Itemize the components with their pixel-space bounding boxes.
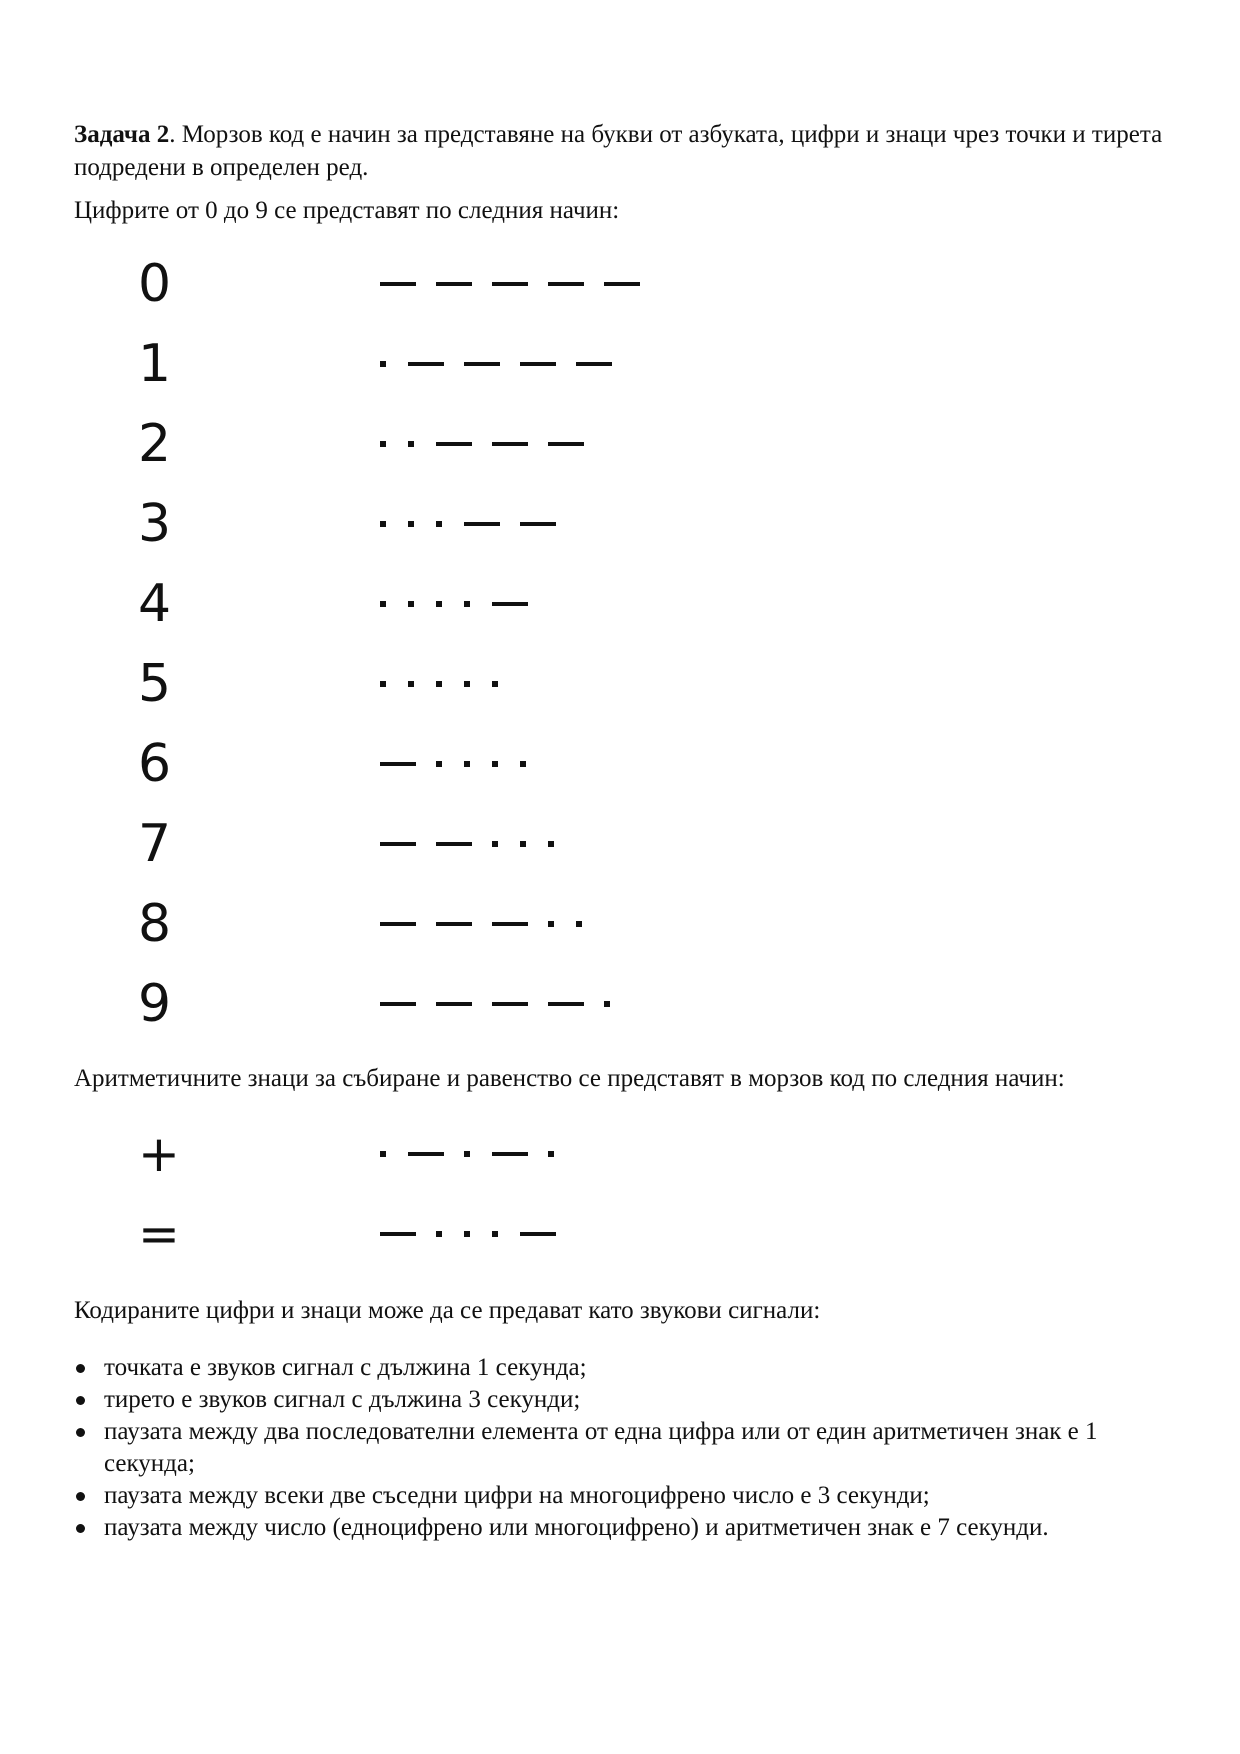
signals-intro: Кодираните цифри и знаци може да се предават като звукови сигнали: [74,1297,821,1324]
bullet-icon [76,1492,85,1501]
morse-dash [436,282,472,286]
morse-dot [492,1231,498,1237]
bullet-icon [76,1396,85,1405]
morse-dot [408,521,414,527]
morse-dash [604,282,640,286]
morse-dash [492,442,528,446]
morse-code [380,1204,576,1264]
morse-dash [408,362,444,366]
morse-dot [408,441,414,447]
digit-symbol: 8 [138,894,172,954]
rule-text: тирето е звуков сигнал с дължина 3 секунди; [104,1386,581,1413]
morse-dash [380,922,416,926]
morse-dot [464,761,470,767]
list-item [74,1384,1174,1416]
morse-dash [380,1232,416,1236]
morse-code [380,334,632,394]
digit-symbol: 3 [138,494,172,554]
morse-dot [548,841,554,847]
morse-dot [380,1151,386,1157]
morse-dash [492,1002,528,1006]
morse-dot [576,921,582,927]
task-label: Задача 2 [74,121,170,148]
morse-dot [464,1151,470,1157]
morse-dot [436,681,442,687]
morse-dash [492,282,528,286]
list-item [74,1352,1174,1384]
morse-dash [436,1002,472,1006]
morse-dash [464,522,500,526]
task-text: . Морзов код е начин за представяне на букви от азбуката, цифри и знаци чрез точки и тирета подредени в определен ред. [74,121,1163,181]
rule-text: паузата между число (едноцифрено или многоцифрено) и аритметичен знак е 7 секунди. [104,1514,1049,1541]
digit-symbol: 0 [138,254,172,314]
morse-dash [380,842,416,846]
rule-text: паузата между два последователни елемента от една цифра или от един аритметичен знак е 1 секунда; [104,1418,1098,1477]
morse-dot [380,441,386,447]
digit-symbol: 6 [138,734,172,794]
digit-symbol: 7 [138,814,172,874]
morse-code [380,734,548,794]
digit-symbol: 9 [138,974,172,1034]
morse-dot [520,841,526,847]
morse-dash [548,1002,584,1006]
morse-code [380,974,632,1034]
morse-dot [492,841,498,847]
morse-dot [548,1151,554,1157]
bullet-icon [76,1364,85,1373]
morse-dash [436,842,472,846]
bullet-icon [76,1428,85,1437]
morse-dash [492,602,528,606]
morse-code [380,414,604,474]
list-item [74,1512,1174,1544]
morse-dot [436,521,442,527]
bullet-icon [76,1524,85,1533]
rule-text: точката е звуков сигнал с дължина 1 секунда; [104,1354,587,1381]
equals-sign: = [138,1205,180,1263]
morse-dot [380,601,386,607]
digit-symbol: 2 [138,414,172,474]
morse-dot [436,761,442,767]
list-item [74,1480,1174,1512]
morse-code [380,494,576,554]
morse-dash [492,922,528,926]
morse-dot [408,681,414,687]
morse-dash [436,922,472,926]
morse-dash [380,762,416,766]
morse-dash [408,1152,444,1156]
plus-sign: + [138,1125,180,1183]
morse-dot [492,681,498,687]
morse-dot [436,601,442,607]
morse-dash [492,1152,528,1156]
digit-symbol: 1 [138,334,172,394]
morse-dash [548,442,584,446]
morse-dash [576,362,612,366]
morse-dot [492,761,498,767]
morse-dash [548,282,584,286]
task-statement [74,118,1174,184]
digit-symbol: 5 [138,654,172,714]
morse-code [380,574,548,634]
morse-dot [380,681,386,687]
morse-code [380,254,660,314]
morse-dot [380,361,386,367]
morse-dot [464,681,470,687]
list-item [74,1416,1174,1480]
morse-dot [436,1231,442,1237]
morse-dot [380,521,386,527]
morse-dot [604,1001,610,1007]
morse-dash [464,362,500,366]
morse-dash [520,362,556,366]
morse-dot [408,601,414,607]
morse-dot [520,761,526,767]
morse-dot [548,921,554,927]
rules-list [74,1352,1174,1544]
morse-dash [380,282,416,286]
morse-dot [464,601,470,607]
morse-code [380,1124,576,1184]
morse-dash [520,522,556,526]
rule-text: паузата между всеки две съседни цифри на многоцифрено число е 3 секунди; [104,1482,930,1509]
morse-dot [464,1231,470,1237]
digits-intro: Цифрите от 0 до 9 се представят по следния начин: [74,197,620,224]
digit-symbol: 4 [138,574,172,634]
morse-dash [380,1002,416,1006]
morse-code [380,814,576,874]
morse-dash [436,442,472,446]
signs-intro: Аритметичните знаци за събиране и равенство се представят в морзов код по следния начин: [74,1065,1065,1092]
morse-code [380,654,520,714]
morse-code [380,894,604,954]
morse-dash [520,1232,556,1236]
